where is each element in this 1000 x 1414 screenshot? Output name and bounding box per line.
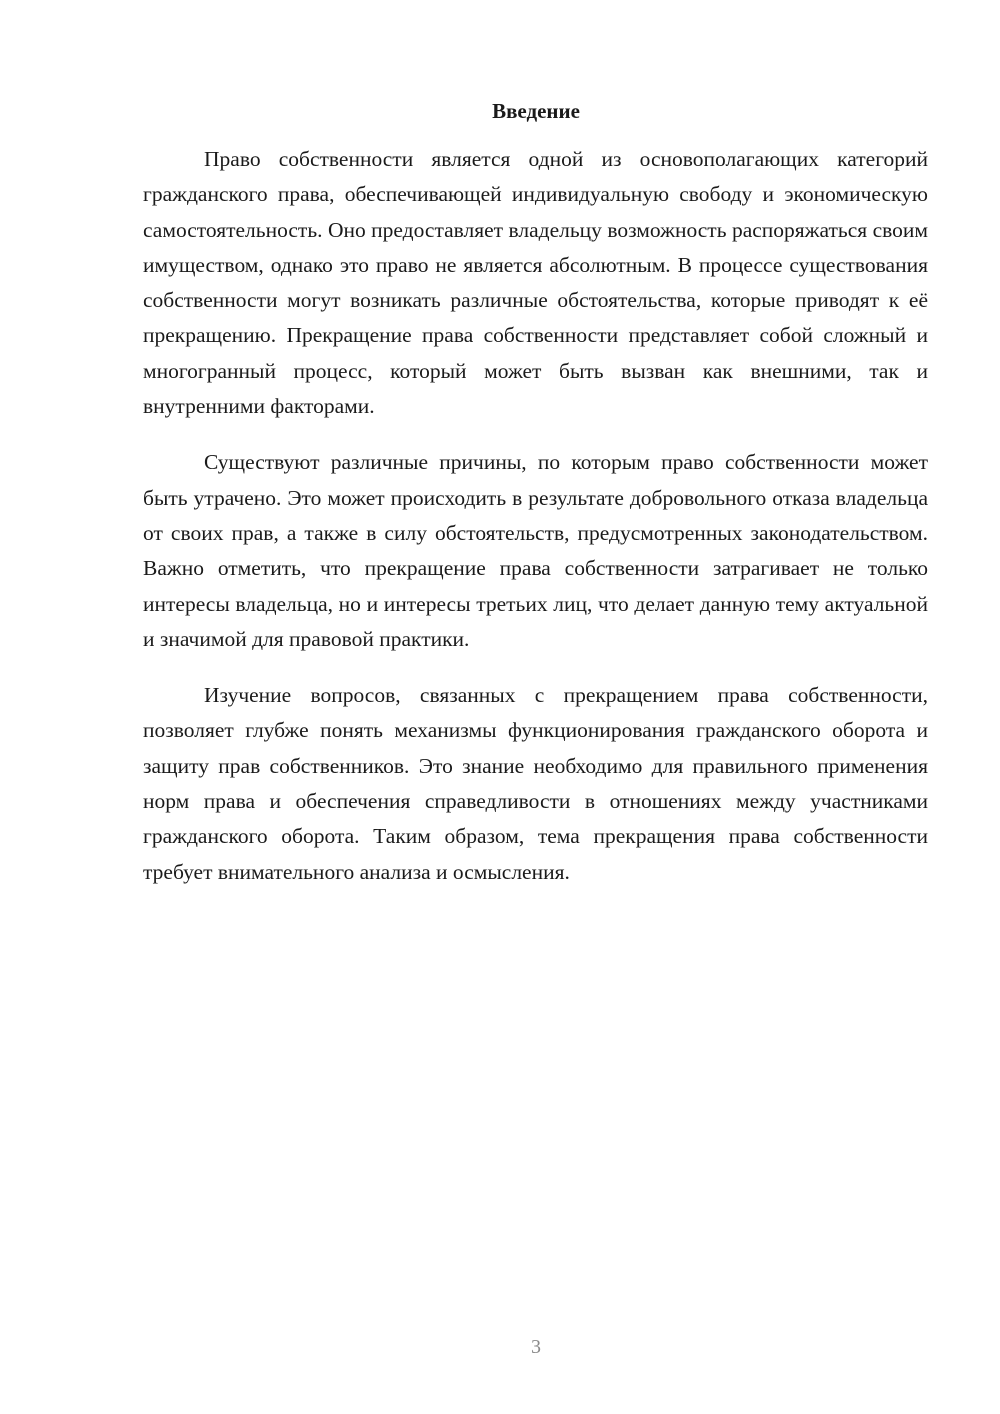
page-number: 3 (531, 1336, 541, 1358)
paragraph-3: Изучение вопросов, связанных с прекращением права собственности, позволяет глубже понять механизмы функционирования гражданского оборота и защиту прав собственников. Это знание необходимо для правильного применения норм права и обеспечения справедливости в отношениях между участниками гражданского оборота. Таким образом, тема прекращения права собственности требует внимательного анализа и осмысления. (143, 683, 928, 884)
paragraph-2: Существуют различные причины, по которым право собственности может быть утрачено. Это может происходить в результате добровольного отказа владельца от своих прав, а также в силу обстоятельств, предусмотренных законодательством. Важно отметить, что прекращение права собственности затрагивает не только интересы владельца, но и интересы третьих лиц, что делает данную тему актуальной и значимой для правовой практики. (143, 450, 928, 651)
paragraph-1: Право собственности является одной из основополагающих категорий гражданского права, обеспечивающей индивидуальную свободу и экономическую самостоятельность. Оно предоставляет владельцу возможность распоряжаться своим имуществом, однако это право не является абсолютным. В процессе существования собственности могут возникать различные обстоятельства, которые приводят к её прекращению. Прекращение права собственности представляет собой сложный и многогранный процесс, который может быть вызван как внешними, так и внутренними факторами. (143, 147, 928, 419)
section-title: Введение (492, 99, 580, 123)
document-body (143, 142, 928, 911)
